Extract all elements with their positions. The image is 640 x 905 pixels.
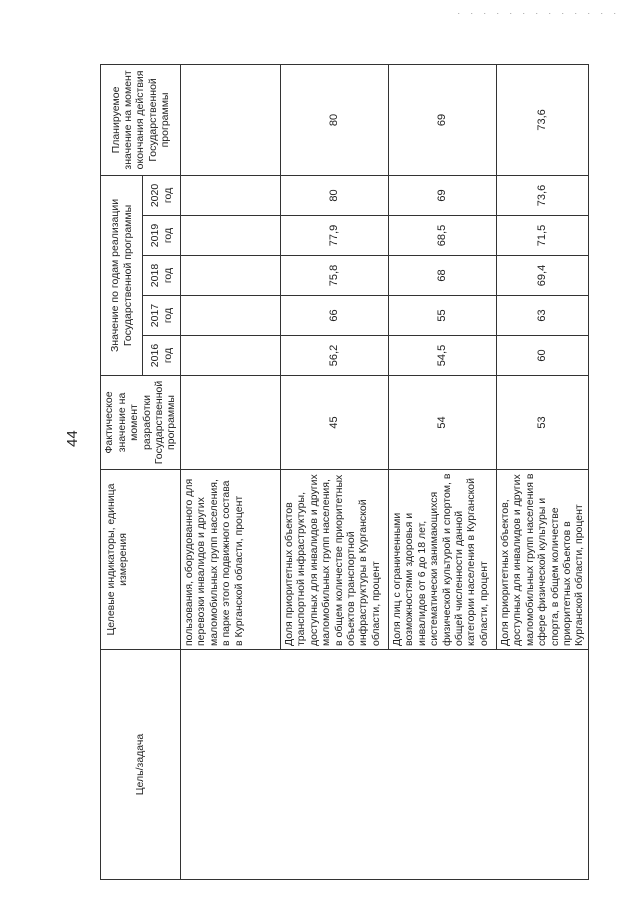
year-value: 73,6 — [497, 175, 589, 215]
actual-value: 53 — [497, 376, 589, 470]
header-indicator: Целевые индикаторы, единица измерения — [101, 470, 181, 650]
scan-artifact-dots: . . . . . . . . . . . . . — [457, 6, 620, 16]
header-year-2020: 2020 год — [143, 175, 181, 215]
year-value: 68,5 — [389, 216, 497, 256]
indicator-text: Доля приоритетных объектов, доступных для инвалидов и других маломобильных групп населения в сфере физической культуры и спорта, в общем количестве приоритетных объектов в Курганской области, процент — [497, 470, 589, 650]
year-value: 68 — [389, 256, 497, 296]
table-row — [181, 64, 281, 879]
header-year-2016: 2016 год — [143, 336, 181, 376]
page-number: 44 — [64, 430, 81, 447]
actual-value — [181, 376, 281, 470]
year-value: 80 — [281, 175, 389, 215]
header-by-year: Значение по годам реализации Государственной программы — [101, 175, 143, 375]
indicator-text: Доля лиц с ограниченными возможностями здоровья и инвалидов от 6 до 18 лет, систематически занимающихся физической культурой и спортом, в общей численности данной категории населения в Курганской области, процент — [389, 470, 497, 650]
header-planned: Планируемое значение на момент окончания действия Государственной программы — [101, 64, 181, 175]
header-year-2018: 2018 год — [143, 256, 181, 296]
year-value: 56,2 — [281, 336, 389, 376]
year-value — [181, 175, 281, 215]
planned-value — [181, 64, 281, 175]
year-value — [181, 296, 281, 336]
year-value: 54,5 — [389, 336, 497, 376]
indicator-text: пользования, оборудованного для перевозки инвалидов и других маломобильных групп населения, в парке этого подвижного состава в Курганской области, процент — [181, 470, 281, 650]
header-year-2019: 2019 год — [143, 216, 181, 256]
header-year-2017: 2017 год — [143, 296, 181, 336]
year-value: 60 — [497, 336, 589, 376]
year-value: 69 — [389, 175, 497, 215]
year-value: 63 — [497, 296, 589, 336]
header-goal: Цель/задача — [101, 650, 181, 880]
actual-value: 45 — [281, 376, 389, 470]
header-row-1 — [101, 64, 143, 879]
planned-value: 73,6 — [497, 64, 589, 175]
planned-value: 69 — [389, 64, 497, 175]
year-value — [181, 256, 281, 296]
indicator-table — [100, 64, 589, 880]
goal-cell — [181, 650, 589, 880]
indicator-text: Доля приоритетных объектов транспортной инфраструктуры, доступных для инвалидов и других маломобильных групп населения, в общем количестве приоритетных объектов транспортной инфраструктуры в Курганской области, процент — [281, 470, 389, 650]
actual-value: 54 — [389, 376, 497, 470]
year-value: 77,9 — [281, 216, 389, 256]
year-value — [181, 216, 281, 256]
year-value: 55 — [389, 296, 497, 336]
planned-value: 80 — [281, 64, 389, 175]
header-actual: Фактическое значение на момент разработки Государственной программы — [101, 376, 181, 470]
year-value: 71,5 — [497, 216, 589, 256]
year-value: 69,4 — [497, 256, 589, 296]
year-value: 66 — [281, 296, 389, 336]
year-value: 75,8 — [281, 256, 389, 296]
rotated-table-container — [100, 65, 586, 880]
year-value — [181, 336, 281, 376]
